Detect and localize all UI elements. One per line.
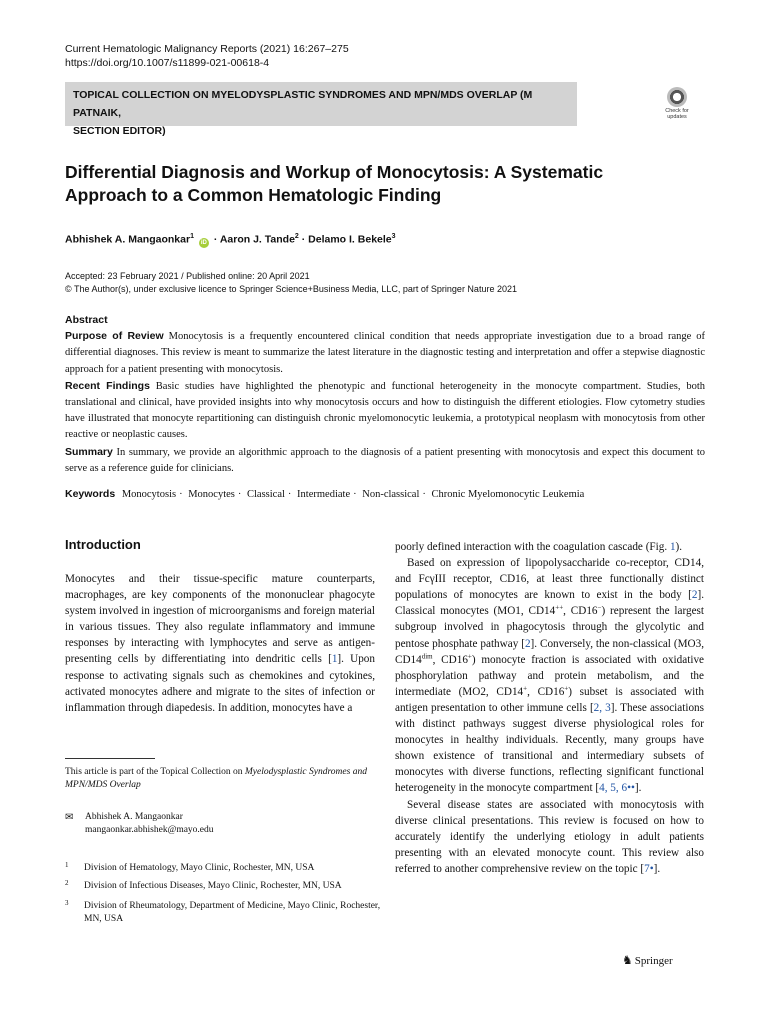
journal-header xyxy=(65,42,349,70)
citation-link[interactable]: 1 xyxy=(331,653,338,666)
affiliation-item xyxy=(65,900,385,926)
author-affiliation-ref: 2 xyxy=(294,233,299,240)
keyword: Chronic Myelomonocytic Leukemia xyxy=(431,489,585,500)
collection-name: Myelodysplastic Syndromes and MPN/MDS Overlap xyxy=(65,767,367,790)
figure-link[interactable]: 1 xyxy=(669,541,676,553)
author-affiliation-ref: 1 xyxy=(190,233,194,240)
citation-link[interactable]: 7• xyxy=(644,862,654,875)
accepted-date: Accepted: 23 February 2021 xyxy=(65,271,179,281)
abstract-summary xyxy=(65,444,705,477)
keyword-separator: · xyxy=(422,489,426,500)
keyword: Non-classical xyxy=(362,489,420,500)
keyword: Intermediate xyxy=(297,489,351,500)
author-list xyxy=(65,230,396,248)
affiliation-text: Division of Rheumatology, Department of Medicine, Mayo Clinic, Rochester, MN, USA xyxy=(84,901,381,924)
findings-label: Recent Findings xyxy=(65,379,150,392)
affiliation-number: 1 xyxy=(65,861,69,869)
citation-link[interactable]: 2 xyxy=(524,637,531,650)
affiliation-item xyxy=(65,880,385,893)
collection-footnote: This article is part of the Topical Collection on Myelodysplastic Syndromes and MPN/MDS Overlap xyxy=(65,767,367,790)
intro-paragraph-2: Based on expression of lipopolysaccharide co-receptor, CD14, and FcγIII receptor, CD16, at least three functionally distinct populations of monocytes are known to exist in the body [2]. Classical monocytes (MO1, CD14++, CD16−) represent the largest subgroup involved in phagocytosis through the glycolytic and pentose phosphate pathway [2]. Conversely, the non-classical (MO3, $CD14^{dim}$, CD16+) monocyte fraction is associated with oxidative phosphorylation pathway and protein metabolism, and the intermediate (MO2, CD14+, CD16+) subset is associated with antigen presentation to other immune cells [2, 3]. These associations with distinct pathways suggest diverse physiological roles for monocytes in healthy individuals. Recently, many groups have shown existence of transitional and intermediary subsets of monocytes with diverse functions, reflecting significant functional heterogeneity in the monocyte compartment [4, 5, 6••]. xyxy=(395,557,705,795)
citation-link[interactable]: 4, 5, 6•• xyxy=(599,782,635,795)
citation-link[interactable]: 2 xyxy=(691,589,698,602)
doi-link[interactable]: https://doi.org/10.1007/s11899-021-00618-4 xyxy=(65,57,270,69)
purpose-text: Monocytosis is a frequently encountered clinical condition that needs appropriate investigation due to a broad range of differential diagnoses. This review is meant to summarize the latest literature in the diagnostic testing and interpretation and offer a stepwise diagnostic approach for a patient presenting with monocytosis. xyxy=(65,331,705,375)
check-for-updates-badge[interactable] xyxy=(660,87,694,120)
right-column-text xyxy=(395,539,704,877)
left-column-text xyxy=(65,571,375,716)
abstract-heading: Abstract xyxy=(65,314,108,326)
check-updates-line-1: Check for xyxy=(665,108,689,114)
corresponding-author xyxy=(65,811,214,837)
intro-paragraph-1: Monocytes and their tissue-specific mature counterparts, macrophages, are key components of the mononuclear phagocyte system involved in ingestion of microorganisms and foreign material in various tissues. They also regulate inflammatory and immune responses by interacting with lymphocytes and serve as antigen-presenting cells by differentiating into dendritic cells [1]. Upon response to activating signals such as chemokines and cytokines, activated monocytes adhere and migrate to the sites of infection or inflammation through diapedesis. In addition, monocytes have a xyxy=(65,573,375,714)
keyword-separator: · xyxy=(237,489,242,500)
corresponding-email[interactable]: mangaonkar.abhishek@mayo.edu xyxy=(85,825,214,835)
summary-label: Summary xyxy=(65,445,113,458)
published-date: / Published online: 20 April 2021 xyxy=(181,271,310,281)
keyword-separator: · xyxy=(179,489,183,500)
publisher-logo xyxy=(622,953,673,968)
springer-horse-icon: ♞ xyxy=(622,953,633,967)
author-separator: · xyxy=(213,233,218,246)
keyword-separator: · xyxy=(353,489,357,500)
intro-paragraph-3: Several disease states are associated with monocytosis with diverse clinical presentations. This review is focused on how to accurately identify the underlying etiology in adult patients presenting with an elevated monocyte count. This review also referred to another comprehensive review on the topic [7•]. xyxy=(395,798,704,875)
check-updates-icon xyxy=(667,87,687,107)
author-separator: · xyxy=(301,233,306,246)
affiliation-item xyxy=(65,862,385,875)
abstract-findings xyxy=(65,378,705,444)
topical-collection-banner xyxy=(65,82,577,137)
banner-line-1: TOPICAL COLLECTION ON MYELODYSPLASTIC SYNDROMES AND MPN/MDS OVERLAP (M PATNAIK, xyxy=(73,89,533,119)
findings-text: Basic studies have highlighted the phenotypic and functional heterogeneity in the monocyte compartment. Studies, both translational and clinical, have provided insights into why monocytosis occurs and how to distinguish the different etiologies. Flow cytometry studies have illustrated that monocyte repartitioning can distinguish chronic myelomonocytic leukemia, a prototypical neoplasm with monocytosis from other reactive or neoplastic causes. xyxy=(65,380,706,441)
introduction-heading: Introduction xyxy=(65,537,141,552)
author-affiliation-ref: 3 xyxy=(391,233,396,240)
article-title xyxy=(65,161,625,207)
keyword-separator: · xyxy=(287,489,292,500)
footnote-divider xyxy=(65,758,155,759)
publication-dates xyxy=(65,270,517,296)
affiliation-number: 2 xyxy=(65,879,69,887)
keyword: Classical xyxy=(247,489,285,500)
publisher-name: Springer xyxy=(634,955,673,967)
purpose-label: Purpose of Review xyxy=(65,330,164,343)
author-name[interactable]: Abhishek A. Mangaonkar xyxy=(65,233,191,246)
check-updates-label xyxy=(660,108,694,120)
copyright-icon: © xyxy=(65,284,72,294)
citation-link[interactable]: 2, 3 xyxy=(593,701,611,714)
abstract-section xyxy=(65,312,705,477)
affiliation-number: 3 xyxy=(65,899,69,907)
keyword: Monocytosis xyxy=(121,489,177,500)
journal-citation: Current Hematologic Malignancy Reports (2021) 16:267–275 xyxy=(65,43,349,55)
copyright-notice: The Author(s), under exclusive licence to Springer Science+Business Media, LLC, part of Springer Nature 2021 xyxy=(73,284,517,294)
affiliation-text: Division of Infectious Diseases, Mayo Clinic, Rochester, MN, USA xyxy=(84,881,342,891)
summary-text: In summary, we provide an algorithmic approach to the diagnosis of a patient presenting with monocytosis and expect this document to serve as a reference guide for clinicians. xyxy=(65,446,706,474)
corresponding-name: Abhishek A. Mangaonkar xyxy=(85,812,183,822)
title-line-2: Approach to a Common Hematologic Finding xyxy=(65,185,442,205)
mail-icon: ✉ xyxy=(65,812,74,823)
keywords-line xyxy=(65,487,584,502)
affiliation-text: Division of Hematology, Mayo Clinic, Rochester, MN, USA xyxy=(84,863,315,873)
check-updates-line-2: updates xyxy=(667,114,687,120)
author-name[interactable]: Aaron J. Tande xyxy=(219,233,295,246)
title-line-1: Differential Diagnosis and Workup of Monocytosis: A Systematic xyxy=(65,162,604,182)
keywords-label: Keywords xyxy=(65,488,116,500)
abstract-purpose xyxy=(65,328,705,378)
intro-paragraph-continued: poorly defined interaction with the coagulation cascade (Fig. 1). xyxy=(395,541,683,553)
author-name[interactable]: Delamo I. Bekele xyxy=(308,233,392,246)
banner-line-2: SECTION EDITOR) xyxy=(73,125,166,137)
orcid-icon[interactable]: iD xyxy=(200,239,207,246)
keyword: Monocytes xyxy=(188,489,235,500)
